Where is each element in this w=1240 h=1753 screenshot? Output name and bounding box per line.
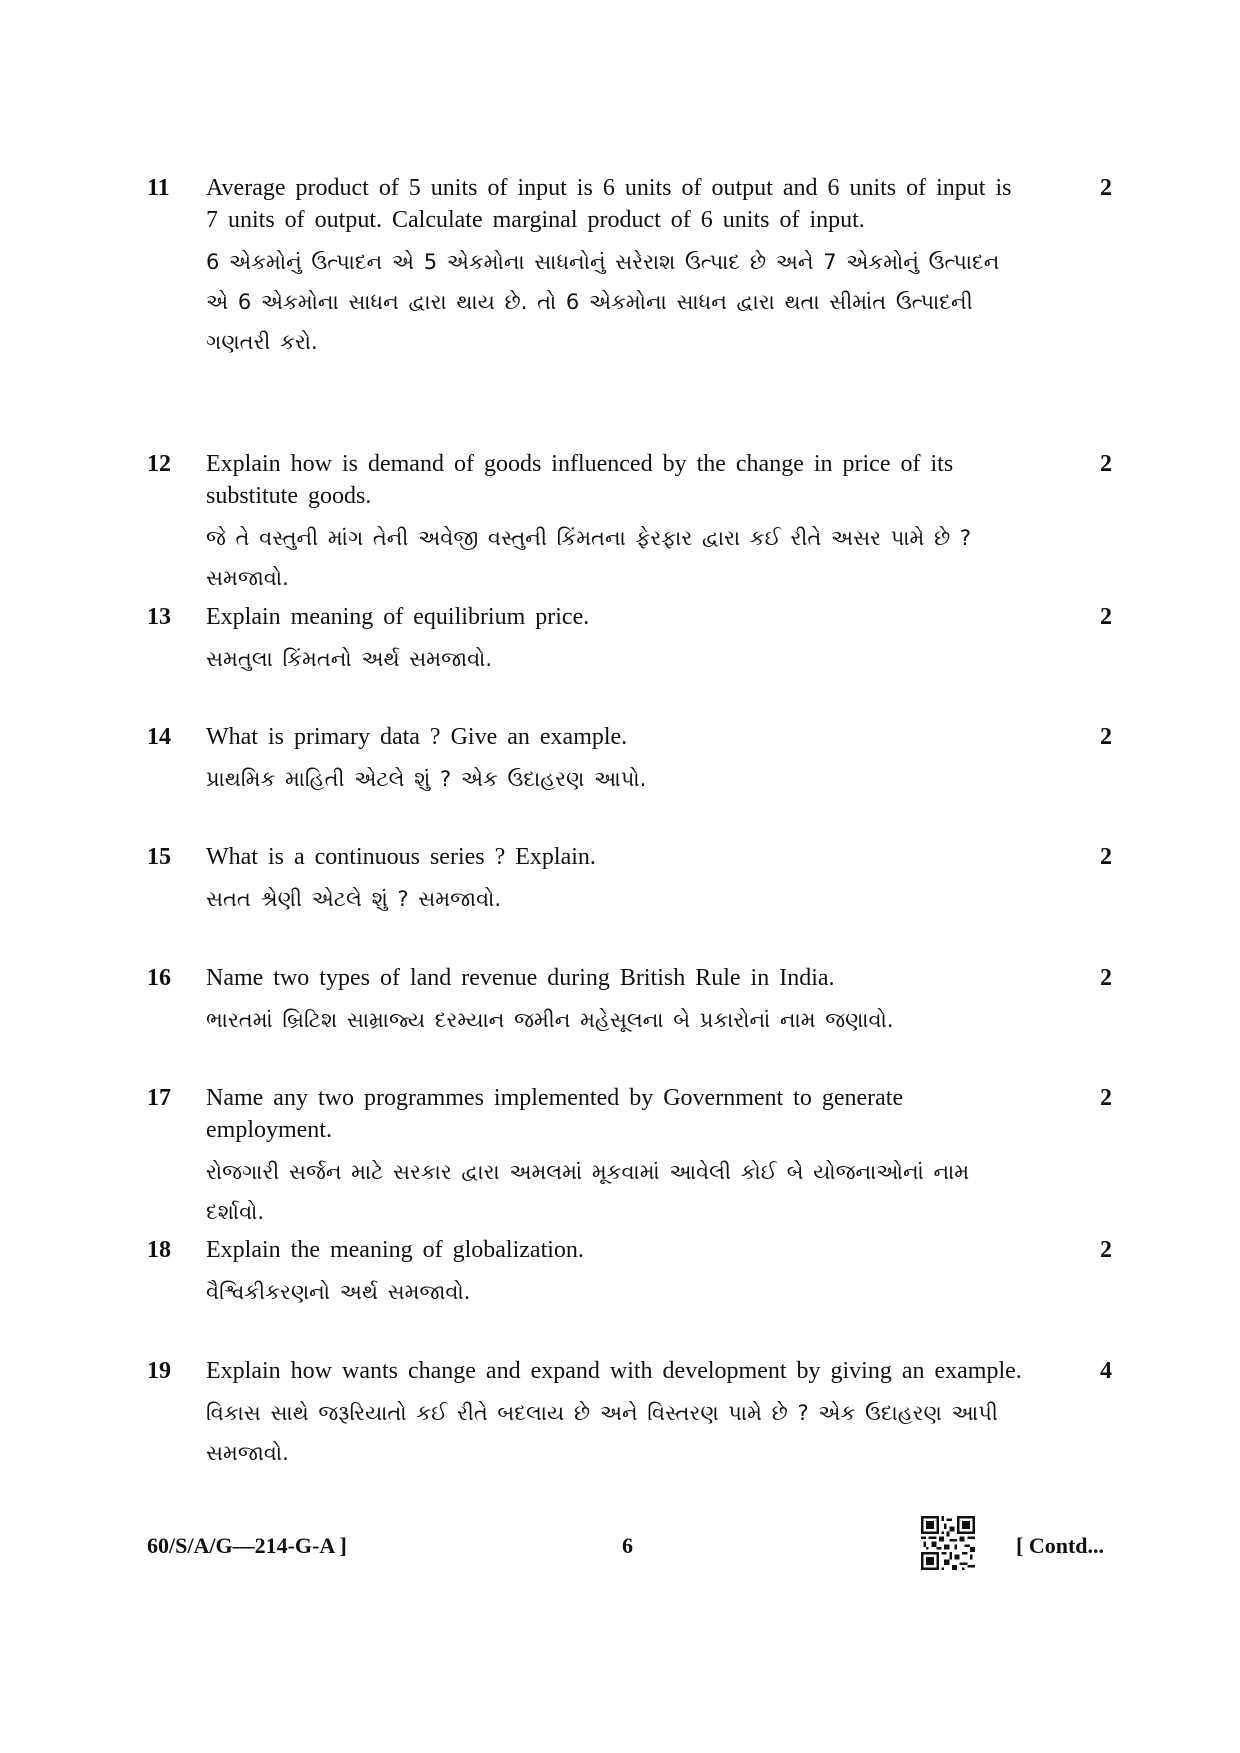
question-body (206, 172, 1026, 362)
question-body (206, 962, 1026, 1040)
question-marks: 2 (1100, 604, 1112, 630)
question-text-gujarati: રોજગારી સર્જન માટે સરકાર દ્વારા અમલમાં મૂકવામાં આવેલી કોઈ બે યોજનાઓનાં નામ દર્શાવો. (206, 1160, 970, 1224)
question-number: 16 (147, 965, 171, 991)
question-marks: 2 (1100, 1085, 1112, 1111)
question-text-gujarati: સમતુલા કિંમતનો અર્થ સમજાવો. (206, 647, 493, 671)
question-text-gujarati: 6 એકમોનું ઉત્પાદન એ 5 એકમોના સાધનોનું સરેરાશ ઉત્પાદ છે અને 7 એકમોનું ઉત્પાદન એ 6 એકમોના સાધન દ્વારા થાય છે. તો 6 એકમોના સાધન દ્વારા થતા સીમાંત ઉત્પાદની ગણતરી કરો. (206, 250, 1000, 354)
question-text-gujarati: જે તે વસ્તુની માંગ તેની અવેજી વસ્તુની કિંમતના ફેરફાર દ્વારા કઈ રીતે અસર પામે છે ? સમજાવો. (206, 526, 972, 590)
page-footer (0, 1530, 1240, 1570)
question-number: 11 (147, 175, 170, 201)
question-body (206, 1082, 1026, 1232)
question-number: 15 (147, 844, 171, 870)
question-text-english: Explain how is demand of goods influenced by the change in price of its substitute goods. (206, 451, 954, 509)
question-text-english: Average product of 5 units of input is 6 units of output and 6 units of input is 7 units of output. Calculate marginal product of 6 units of input. (206, 175, 1012, 233)
question-marks: 2 (1100, 844, 1112, 870)
paper-code: 60/S/A/G—214-G-A ] (147, 1533, 347, 1558)
question-text-gujarati: ભારતમાં બ્રિટિશ સામ્રાજ્ય દરમ્યાન જમીન મહેસૂલના બે પ્રકારોનાં નામ જણાવો. (206, 1008, 894, 1032)
question-number: 18 (147, 1237, 171, 1263)
question-body (206, 1355, 1026, 1473)
question-marks: 4 (1100, 1358, 1112, 1384)
question-text-gujarati: પ્રાથમિક માહિતી એટલે શું ? એક ઉદાહરણ આપો. (206, 767, 647, 791)
question-text-english: Explain the meaning of globalization. (206, 1237, 584, 1263)
question-number: 13 (147, 604, 171, 630)
question-number: 17 (147, 1085, 171, 1111)
question-text-english: What is primary data ? Give an example. (206, 724, 628, 750)
question-marks: 2 (1100, 451, 1112, 477)
question-number: 19 (147, 1358, 171, 1384)
question-text-english: Name any two programmes implemented by Government to generate employment. (206, 1085, 904, 1143)
question-body (206, 1234, 1026, 1312)
question-body (206, 448, 1026, 598)
question-text-english: Name two types of land revenue during British Rule in India. (206, 965, 835, 991)
question-body (206, 721, 1026, 799)
question-text-gujarati: વૈશ્વિકીકરણનો અર્થ સમજાવો. (206, 1280, 471, 1304)
question-text-gujarati: સતત શ્રેણી એટલે શું ? સમજાવો. (206, 887, 502, 911)
question-marks: 2 (1100, 724, 1112, 750)
question-marks: 2 (1100, 1237, 1112, 1263)
question-number: 12 (147, 451, 171, 477)
question-text-gujarati: વિકાસ સાથે જરૂરિયાતો કઈ રીતે બદલાય છે અને વિસ્તરણ પામે છે ? એક ઉદાહરણ આપી સમજાવો. (206, 1401, 998, 1465)
question-marks: 2 (1100, 965, 1112, 991)
question-text-english: Explain how wants change and expand with development by giving an example. (206, 1358, 1022, 1384)
question-number: 14 (147, 724, 171, 750)
question-marks: 2 (1100, 175, 1112, 201)
qr-code-icon (921, 1516, 975, 1570)
question-body (206, 841, 1026, 919)
question-text-english: What is a continuous series ? Explain. (206, 844, 596, 870)
page-number: 6 (622, 1533, 633, 1558)
continued-label: [ Contd... (1016, 1533, 1105, 1558)
question-text-english: Explain meaning of equilibrium price. (206, 604, 590, 630)
question-body (206, 601, 1026, 679)
